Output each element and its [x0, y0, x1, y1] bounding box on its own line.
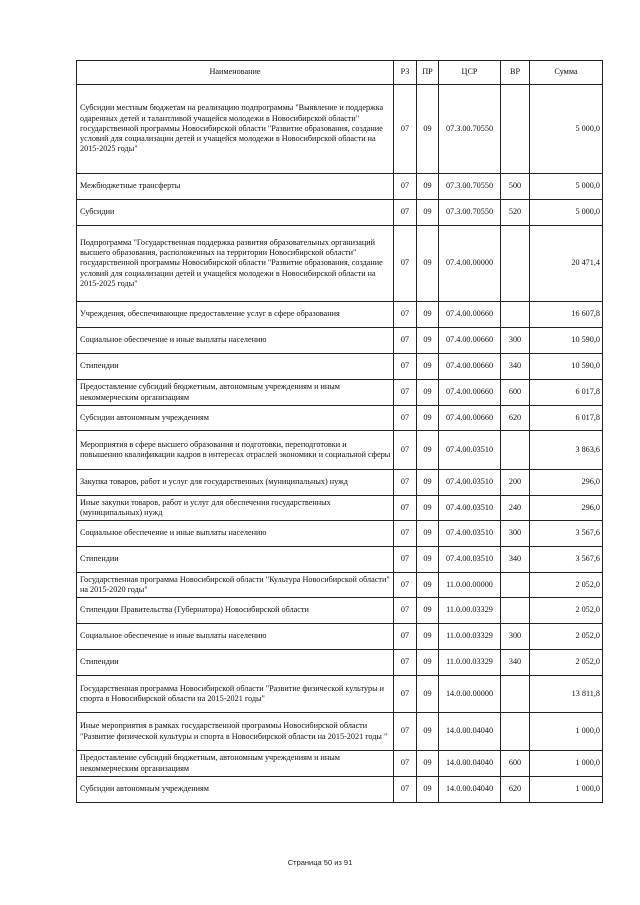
row-sum-cell: 2 052,0 — [530, 650, 603, 676]
row-pr-cell: 09 — [417, 302, 439, 328]
header-sum: Сумма — [530, 61, 603, 85]
row-sum-cell: 296,0 — [530, 496, 603, 521]
row-csr-cell: 07.4.00.00660 — [439, 354, 501, 380]
row-rz-cell: 07 — [394, 431, 417, 470]
row-pr-cell: 09 — [417, 547, 439, 573]
row-csr-cell: 07.4.00.00660 — [439, 302, 501, 328]
row-vr-cell — [501, 302, 530, 328]
row-name-cell: Подпрограмма "Государственная поддержка развития образовательных организаций высшего образования, расположенных на территории Новосибирской области" государственной программы Новосибирской области "Развитие образования, создание условий для социализации детей и учащейся молодежи в Новосибирской области на 2015-2025 годы" — [77, 226, 394, 302]
budget-table — [76, 60, 603, 803]
row-vr-cell: 340 — [501, 547, 530, 573]
header-vr: ВР — [501, 61, 530, 85]
table-row — [77, 174, 603, 200]
row-name-cell: Предоставление субсидий бюджетным, автономным учреждениям и иным некоммерческим организациям — [77, 751, 394, 777]
header-rz: РЗ — [394, 61, 417, 85]
row-rz-cell: 07 — [394, 777, 417, 803]
row-sum-cell: 10 590,0 — [530, 354, 603, 380]
row-name-cell: Иные закупки товаров, работ и услуг для обеспечения государственных (муниципальных) нужд — [77, 496, 394, 521]
header-csr: ЦСР — [439, 61, 501, 85]
row-csr-cell: 11.0.00.03329 — [439, 598, 501, 624]
row-csr-cell: 14.0.00.00000 — [439, 676, 501, 713]
row-csr-cell: 14.0.00.04040 — [439, 713, 501, 751]
row-name-cell: Социальное обеспечение и иные выплаты населению — [77, 624, 394, 650]
table-body — [77, 85, 603, 803]
header-pr: ПР — [417, 61, 439, 85]
row-vr-cell: 200 — [501, 470, 530, 496]
row-pr-cell: 09 — [417, 174, 439, 200]
row-sum-cell: 1 000,0 — [530, 713, 603, 751]
row-sum-cell: 16 607,8 — [530, 302, 603, 328]
row-csr-cell: 07.4.00.00000 — [439, 226, 501, 302]
row-pr-cell: 09 — [417, 354, 439, 380]
row-pr-cell: 09 — [417, 406, 439, 431]
row-sum-cell: 296,0 — [530, 470, 603, 496]
row-pr-cell: 09 — [417, 380, 439, 406]
row-vr-cell — [501, 226, 530, 302]
table-row — [77, 598, 603, 624]
row-rz-cell: 07 — [394, 624, 417, 650]
row-rz-cell: 07 — [394, 200, 417, 226]
row-pr-cell: 09 — [417, 598, 439, 624]
row-vr-cell — [501, 431, 530, 470]
row-sum-cell: 3 863,6 — [530, 431, 603, 470]
table-row — [77, 85, 603, 174]
row-pr-cell: 09 — [417, 328, 439, 354]
table-row — [77, 547, 603, 573]
row-name-cell: Мероприятия в сфере высшего образования и подготовки, переподготовки и повышению квалификации кадров в интересах отраслей экономики и социальной сферы — [77, 431, 394, 470]
row-pr-cell: 09 — [417, 751, 439, 777]
row-vr-cell — [501, 676, 530, 713]
row-vr-cell: 620 — [501, 777, 530, 803]
row-sum-cell: 3 567,6 — [530, 547, 603, 573]
row-name-cell: Субсидии местным бюджетам на реализацию подпрограммы "Выявление и поддержка одаренных детей и талантливой учащейся молодежи в Новосибирской области" государственной программы Новосибирской области "Развитие образования, создание условий для социализации детей и учащейся молодежи в Новосибирской области на 2015-2025 годы" — [77, 85, 394, 174]
row-vr-cell — [501, 598, 530, 624]
row-name-cell: Учреждения, обеспечивающие предоставление услуг в сфере образования — [77, 302, 394, 328]
row-name-cell: Иные мероприятия в рамках государственной программы Новосибирской области "Развитие физической культуры и спорта в Новосибирской области на 2015-2021 годы " — [77, 713, 394, 751]
row-pr-cell: 09 — [417, 676, 439, 713]
table-row — [77, 777, 603, 803]
row-csr-cell: 07.4.00.03510 — [439, 431, 501, 470]
row-vr-cell — [501, 713, 530, 751]
row-pr-cell: 09 — [417, 200, 439, 226]
row-csr-cell: 07.4.00.00660 — [439, 328, 501, 354]
row-csr-cell: 14.0.00.04040 — [439, 751, 501, 777]
row-csr-cell: 07.4.00.00660 — [439, 380, 501, 406]
row-rz-cell: 07 — [394, 226, 417, 302]
table-row — [77, 302, 603, 328]
row-name-cell: Социальное обеспечение и иные выплаты населению — [77, 328, 394, 354]
row-rz-cell: 07 — [394, 174, 417, 200]
row-pr-cell: 09 — [417, 470, 439, 496]
row-name-cell: Межбюджетные трансферты — [77, 174, 394, 200]
row-vr-cell: 500 — [501, 174, 530, 200]
row-csr-cell: 07.4.00.03510 — [439, 521, 501, 547]
row-name-cell: Стипендии — [77, 354, 394, 380]
row-name-cell: Социальное обеспечение и иные выплаты населению — [77, 521, 394, 547]
row-vr-cell: 340 — [501, 354, 530, 380]
row-sum-cell: 10 590,0 — [530, 328, 603, 354]
row-name-cell: Стипендии — [77, 650, 394, 676]
row-name-cell: Субсидии — [77, 200, 394, 226]
table-row — [77, 328, 603, 354]
row-rz-cell: 07 — [394, 85, 417, 174]
row-name-cell: Государственная программа Новосибирской области "Развитие физической культуры и спорта в Новосибирской области на 2015-2021 годы" — [77, 676, 394, 713]
row-name-cell: Предоставление субсидий бюджетным, автономным учреждениям и иным некоммерческим организациям — [77, 380, 394, 406]
row-sum-cell: 2 052,0 — [530, 624, 603, 650]
table-row — [77, 676, 603, 713]
row-sum-cell: 3 567,6 — [530, 521, 603, 547]
row-pr-cell: 09 — [417, 624, 439, 650]
row-csr-cell: 07.3.00.70550 — [439, 200, 501, 226]
row-pr-cell: 09 — [417, 573, 439, 598]
row-name-cell: Стипендии Правительства (Губернатора) Новосибирской области — [77, 598, 394, 624]
row-pr-cell: 09 — [417, 431, 439, 470]
row-rz-cell: 07 — [394, 354, 417, 380]
row-csr-cell: 07.4.00.03510 — [439, 547, 501, 573]
row-csr-cell: 07.4.00.03510 — [439, 470, 501, 496]
row-csr-cell: 11.0.00.00000 — [439, 573, 501, 598]
page-number: Страница 50 из 91 — [287, 858, 353, 867]
table-row — [77, 751, 603, 777]
row-name-cell: Субсидии автономным учреждениям — [77, 777, 394, 803]
table-row — [77, 470, 603, 496]
row-rz-cell: 07 — [394, 751, 417, 777]
row-csr-cell: 11.0.00.03329 — [439, 624, 501, 650]
row-vr-cell: 600 — [501, 380, 530, 406]
row-rz-cell: 07 — [394, 328, 417, 354]
row-rz-cell: 07 — [394, 302, 417, 328]
table-row — [77, 354, 603, 380]
row-vr-cell: 620 — [501, 406, 530, 431]
table-row — [77, 406, 603, 431]
row-rz-cell: 07 — [394, 521, 417, 547]
row-pr-cell: 09 — [417, 650, 439, 676]
table-row — [77, 496, 603, 521]
row-vr-cell: 520 — [501, 200, 530, 226]
row-name-cell: Государственная программа Новосибирской области "Культура Новосибирской области" на 2015-2020 годы" — [77, 573, 394, 598]
row-rz-cell: 07 — [394, 380, 417, 406]
row-sum-cell: 20 471,4 — [530, 226, 603, 302]
row-name-cell: Субсидии автономным учреждениям — [77, 406, 394, 431]
row-rz-cell: 07 — [394, 573, 417, 598]
row-pr-cell: 09 — [417, 496, 439, 521]
row-rz-cell: 07 — [394, 406, 417, 431]
row-vr-cell: 340 — [501, 650, 530, 676]
table-row — [77, 431, 603, 470]
table-row — [77, 650, 603, 676]
row-vr-cell: 240 — [501, 496, 530, 521]
row-rz-cell: 07 — [394, 650, 417, 676]
row-pr-cell: 09 — [417, 226, 439, 302]
row-vr-cell: 300 — [501, 328, 530, 354]
row-csr-cell: 14.0.00.04040 — [439, 777, 501, 803]
row-sum-cell: 1 000,0 — [530, 777, 603, 803]
table-row — [77, 573, 603, 598]
row-name-cell: Стипендии — [77, 547, 394, 573]
row-rz-cell: 07 — [394, 470, 417, 496]
row-sum-cell: 2 052,0 — [530, 598, 603, 624]
row-csr-cell: 11.0.00.03329 — [439, 650, 501, 676]
row-sum-cell: 13 811,8 — [530, 676, 603, 713]
row-sum-cell: 5 000,0 — [530, 200, 603, 226]
row-csr-cell: 07.4.00.03510 — [439, 496, 501, 521]
row-csr-cell: 07.3.00.70550 — [439, 85, 501, 174]
table-row — [77, 713, 603, 751]
table-row — [77, 226, 603, 302]
row-sum-cell: 6 017,8 — [530, 406, 603, 431]
table-row — [77, 521, 603, 547]
row-rz-cell: 07 — [394, 676, 417, 713]
row-vr-cell — [501, 85, 530, 174]
table-header-row — [77, 61, 603, 85]
row-vr-cell — [501, 573, 530, 598]
table-row — [77, 380, 603, 406]
row-sum-cell: 5 000,0 — [530, 174, 603, 200]
row-csr-cell: 07.3.00.70550 — [439, 174, 501, 200]
row-pr-cell: 09 — [417, 777, 439, 803]
row-sum-cell: 5 000,0 — [530, 85, 603, 174]
row-vr-cell: 300 — [501, 521, 530, 547]
row-name-cell: Закупка товаров, работ и услуг для государственных (муниципальных) нужд — [77, 470, 394, 496]
row-vr-cell: 300 — [501, 624, 530, 650]
table-row — [77, 624, 603, 650]
header-name: Наименование — [77, 61, 394, 85]
row-rz-cell: 07 — [394, 547, 417, 573]
row-pr-cell: 09 — [417, 521, 439, 547]
row-sum-cell: 6 017,8 — [530, 380, 603, 406]
row-csr-cell: 07.4.00.00660 — [439, 406, 501, 431]
row-pr-cell: 09 — [417, 713, 439, 751]
row-pr-cell: 09 — [417, 85, 439, 174]
row-sum-cell: 1 000,0 — [530, 751, 603, 777]
row-rz-cell: 07 — [394, 496, 417, 521]
row-sum-cell: 2 052,0 — [530, 573, 603, 598]
row-vr-cell: 600 — [501, 751, 530, 777]
row-rz-cell: 07 — [394, 713, 417, 751]
table-row — [77, 200, 603, 226]
row-rz-cell: 07 — [394, 598, 417, 624]
